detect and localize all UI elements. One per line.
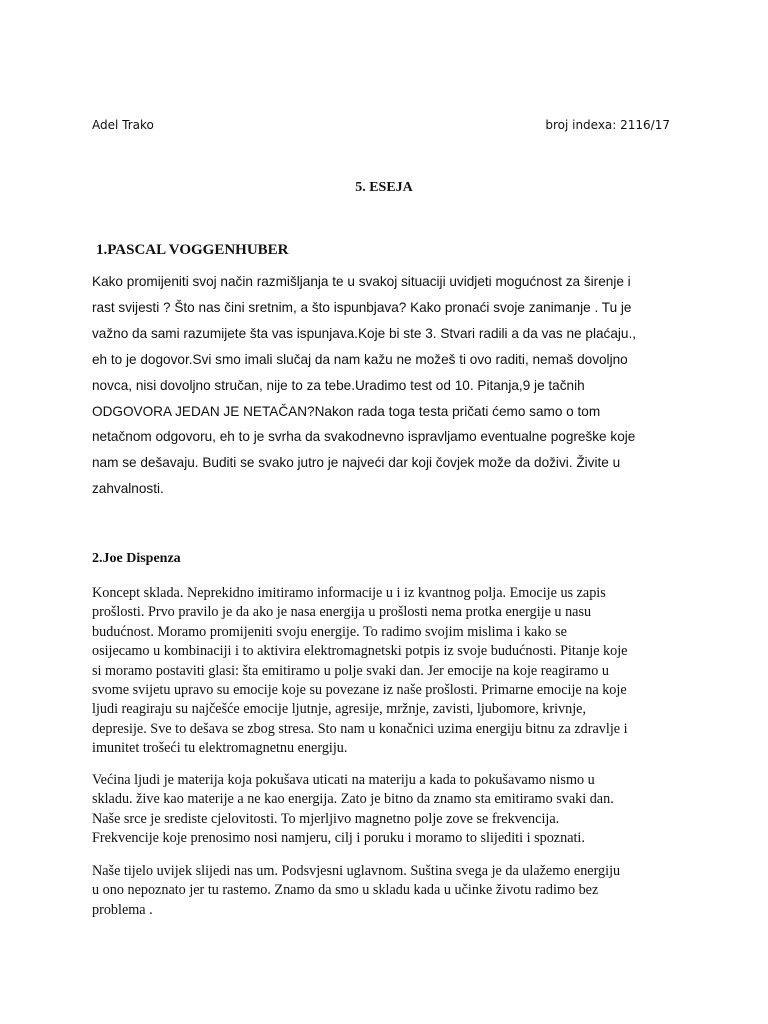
section-1-paragraph: [92, 269, 636, 502]
paragraph-line: si moramo postaviti glasi: šta emitiramo u polje svaki dan. Jer emocije na koje reagiramo u: [92, 662, 609, 679]
document-header: [92, 118, 670, 138]
paragraph-line: Frekvencije koje prenosimo nosi namjeru, cilj i poruku i moramo to slijediti i spoznati.: [92, 830, 585, 847]
paragraph-line: netačnom odgovoru, eh to je svrha da svakodnevno ispravljamo eventualne pogreške koje: [92, 429, 636, 445]
section-2-paragraph-3: [92, 862, 620, 920]
paragraph-line: nam se dešavaju. Buditi se svako jutro je najveći dar koji čovjek može da doživi. Živite u: [92, 455, 621, 471]
paragraph-line: prošlosti. Prvo pravilo je da ako je nasa energija u prošlosti nema protka energije u nasu: [92, 604, 592, 621]
section-2-paragraph-1: [92, 584, 628, 759]
section-heading-pascal-voggenhuber: 1.PASCAL VOGGENHUBER: [96, 242, 289, 258]
paragraph-line: ljudi reagiraju su najčešće emocije ljutnje, agresije, mržnje, zavisti, ljubomore, krivnje,: [92, 701, 587, 718]
paragraph-line: problema .: [92, 901, 153, 918]
paragraph-line: Naše srce je srediste cjelovitosti. To mjerljivo magnetno polje zove se frekvencija.: [92, 810, 560, 827]
paragraph-line: novca, nisi dovoljno stručan, nije to za tebe.Uradimo test od 10. Pitanja,9 je tačnih: [92, 377, 585, 393]
paragraph-line: eh to je dogovor.Svi smo imali slučaj da nam kažu ne možeš ti ovo raditi, nemaš dovoljno: [92, 351, 628, 367]
paragraph-line: rast svijesti ? Što nas čini sretnim, a što ispunbjava? Kako pronaći svoje zanimanje . Tu je: [92, 299, 632, 315]
index-number: broj indexa: 2116/17: [545, 118, 670, 132]
paragraph-line: važno da sami razumijete šta vas ispunjava.Koje bi ste 3. Stvari radili a da vas ne plaćaju.,: [92, 325, 637, 341]
author-name: Adel Trako: [92, 118, 154, 132]
paragraph-line: ODGOVORA JEDAN JE NETAČAN?Nakon rada toga testa pričati ćemo samo o tom: [92, 403, 601, 419]
paragraph-line: svome svijetu upravo su emocije koje su povezane iz naše prošlosti. Primarne emocije na koje: [92, 682, 627, 699]
paragraph-line: u ono nepoznato jer tu rastemo. Znamo da smo u skladu kada u učinke životu radimo bez: [92, 882, 599, 899]
section-heading-joe-dispenza: 2.Joe Dispenza: [92, 551, 181, 566]
paragraph-line: osijecamo u kombinaciji i to aktivira elektromagnetski potpis iz svoje budućnosti. Pitanje koje: [92, 643, 628, 660]
paragraph-line: Kako promijeniti svoj način razmišljanja te u svakoj situaciji uvidjeti mogućnost za širenje i: [92, 274, 631, 289]
paragraph-line: skladu. žive kao materije a ne kao energija. Zato je bitno da znamo sta emitiramo svaki dan.: [92, 791, 614, 808]
section-2-paragraph-2: [92, 771, 614, 849]
paragraph-line: Koncept sklada. Neprekidno imitiramo informacije u i iz kvantnog polja. Emocije us zapis: [92, 585, 606, 601]
paragraph-line: zahvalnosti.: [92, 481, 164, 497]
paragraph-line: Većina ljudi je materija koja pokušava uticati na materiju a kada to pokušavamo nismo u: [92, 772, 595, 788]
paragraph-line: budućnost. Moramo promijeniti svoju energije. To radimo svojim mislima i kako se: [92, 623, 567, 640]
paragraph-line: imunitet trošeći tu elektromagnetnu energiju.: [92, 740, 348, 757]
paragraph-line: Naše tijelo uvijek slijedi nas um. Podsvjesni uglavnom. Suština svega je da ulažemo energiju: [92, 863, 621, 879]
paragraph-line: depresije. Sve to dešava se zbog stresa. Sto nam u konačnici uzima energiju bitnu za zdravlje i: [92, 720, 628, 737]
document-title: 5. ESEJA: [355, 180, 413, 195]
